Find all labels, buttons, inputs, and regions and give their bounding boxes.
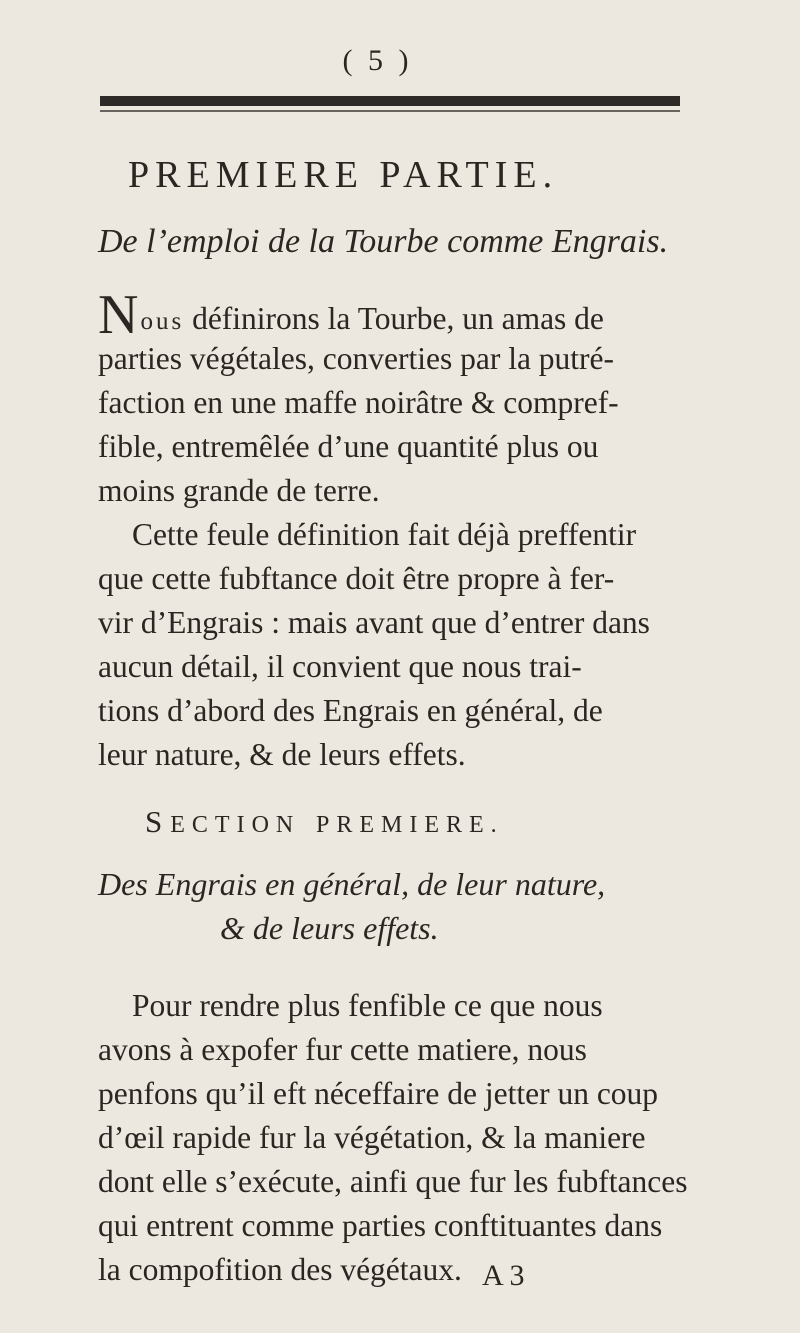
paragraph-vegetation (98, 984, 698, 1292)
part-subtitle: De l’emploi de la Tourbe comme Engrais. (98, 223, 669, 260)
signature-mark: A 3 (482, 1259, 525, 1292)
paragraph-line: penfons qu’il eft néceffaire de jetter un coup (98, 1076, 659, 1111)
paragraph-line: que cette fubftance doit être propre à fer- (98, 561, 615, 596)
section-word-rest: ECTION (170, 812, 301, 838)
section-subtitle (98, 862, 605, 950)
paragraph-line: parties végétales, converties par la putré- (98, 341, 615, 376)
paragraph-line: tions d’abord des Engrais en général, de (98, 693, 603, 728)
paragraph-line: Pour rendre plus fenfible ce que nous (132, 988, 603, 1023)
paragraph-line: qui entrent comme parties conftituantes dans (98, 1208, 663, 1243)
paragraph-line: la compofition des végétaux. (98, 1252, 462, 1287)
paragraph-line: leur nature, & de leurs effets. (98, 737, 466, 772)
section-ordinal: PREMIERE. (315, 812, 504, 838)
paragraph-engrais-intro (98, 513, 698, 777)
paragraph-line-text: définirons la Tourbe, un amas de (192, 301, 604, 336)
paragraph-line: faction en une maffe noirâtre & compref- (98, 385, 619, 420)
paragraph-line: vir d’Engrais : mais avant que d’entrer dans (98, 605, 650, 640)
header-rule (100, 96, 680, 106)
drop-cap: N (98, 284, 139, 346)
section-subtitle-line: Des Engrais en général, de leur nature, (98, 866, 606, 902)
paragraph-definition (98, 284, 698, 513)
section-word-initial: S (145, 804, 171, 839)
page-number: ( 5 ) (342, 44, 413, 77)
paragraph-line: dont elle s’exécute, ainfi que fur les fubftances (98, 1164, 688, 1199)
paragraph-line: Cette feule définition fait déjà preffentir (132, 517, 637, 552)
header-rule-thin (100, 110, 680, 112)
lead-word: ous (140, 308, 185, 335)
part-title: PREMIERE PARTIE. (128, 154, 559, 196)
paragraph-line: d’œil rapide fur la végétation, & la maniere (98, 1120, 646, 1155)
paragraph-line: moins grande de terre. (98, 473, 380, 508)
paragraph-line: avons à expofer fur cette matiere, nous (98, 1032, 587, 1067)
section-subtitle-line: & de leurs effets. (220, 910, 439, 946)
paragraph-line: aucun détail, il convient que nous trai- (98, 649, 582, 684)
paragraph-line (98, 284, 698, 346)
section-title (145, 804, 504, 840)
paragraph-line: fible, entremêlée d’une quantité plus ou (98, 429, 599, 464)
